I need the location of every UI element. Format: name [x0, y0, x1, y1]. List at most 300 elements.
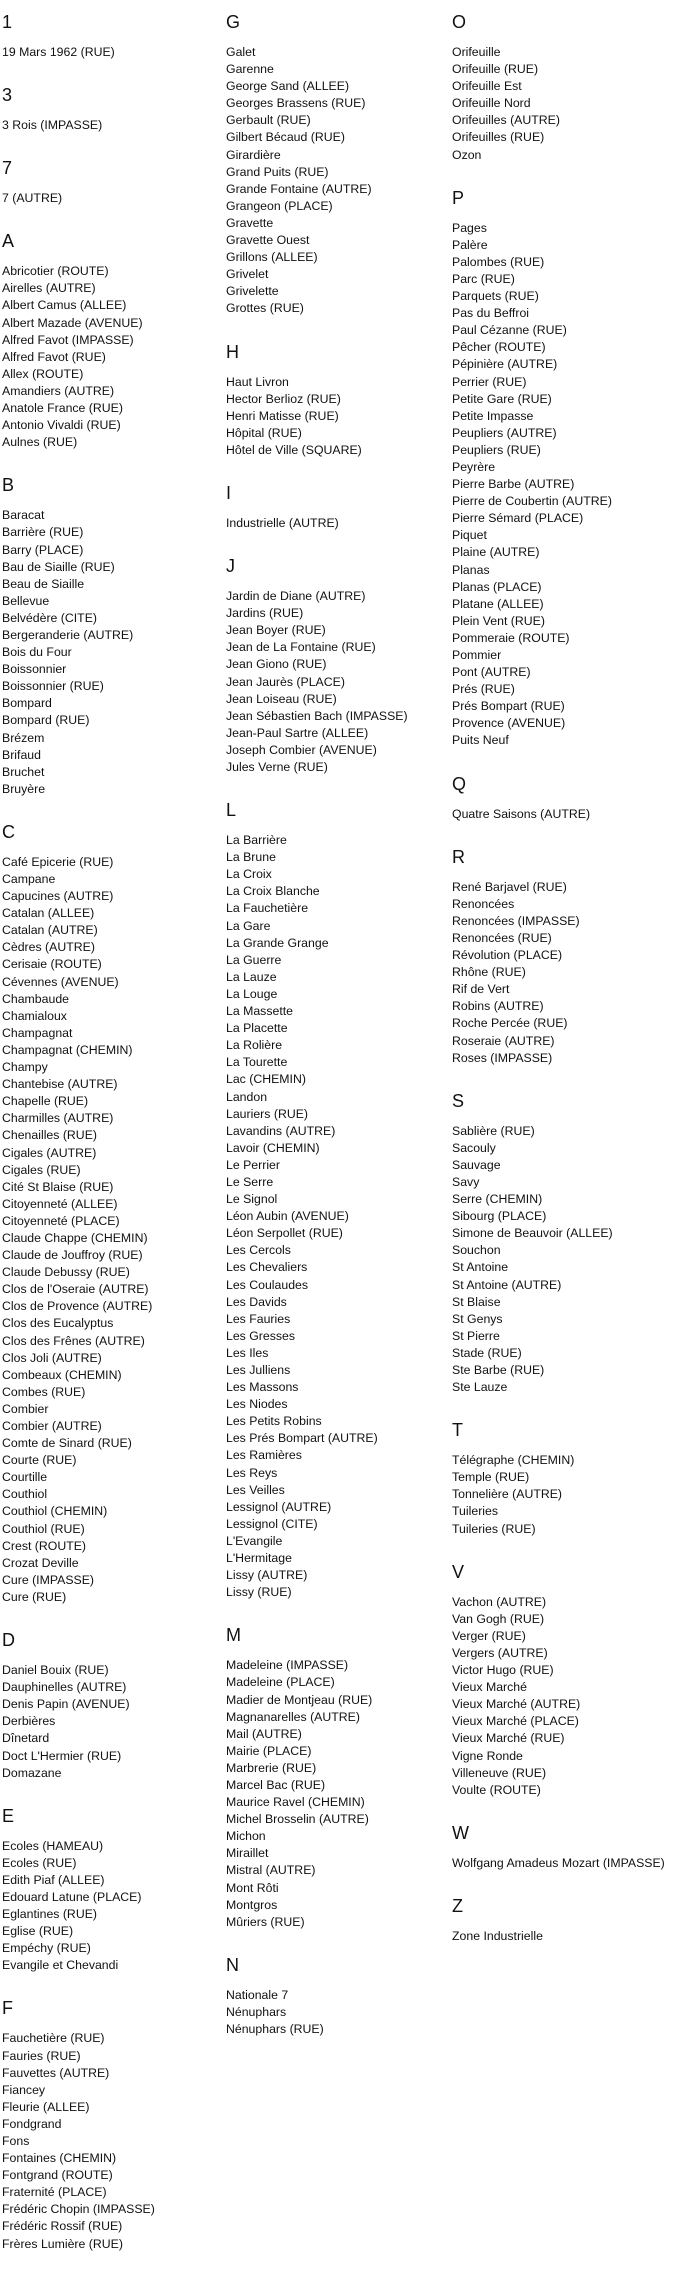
street-name: St Antoine [452, 1260, 509, 1275]
street-name: Clos des Eucalyptus [2, 1316, 114, 1331]
street-name: La Barrière [226, 833, 287, 848]
street-name: Plaine (AUTRE) [452, 545, 540, 560]
street-name: Jean de La Fontaine (RUE) [226, 640, 376, 655]
street-name: Pierre de Coubertin (AUTRE) [452, 494, 612, 509]
street-name: Mistral (AUTRE) [226, 1863, 316, 1878]
street-name: Victor Hugo (RUE) [452, 1663, 554, 1678]
street-name: Plein Vent (RUE) [452, 613, 545, 628]
street-name: Eglantines (RUE) [2, 1907, 97, 1922]
street-name: Couthiol [2, 1487, 48, 1502]
street-name: La Placette [226, 1021, 288, 1036]
street-name: Serre (CHEMIN) [452, 1192, 543, 1207]
street-list [226, 1657, 448, 1931]
street-list [226, 44, 448, 318]
street-name: Dauphinelles (AUTRE) [2, 1680, 127, 1695]
street-name: Clos des Frênes (AUTRE) [2, 1333, 145, 1348]
street-name: Courte (RUE) [2, 1453, 77, 1468]
street-name: Peyrère [452, 459, 496, 474]
street-name: Grottes (RUE) [226, 301, 304, 316]
street-name: Tuileries [452, 1504, 499, 1519]
street-name: Allex (ROUTE) [2, 366, 84, 381]
street-list [2, 190, 224, 207]
street-name: La Grande Grange [226, 935, 329, 950]
letter-section [226, 1953, 448, 2038]
section-letter-heading: J [226, 556, 235, 577]
street-name: Chambaude [2, 991, 69, 1006]
street-name: Clos de Provence (AUTRE) [2, 1299, 153, 1314]
section-letter-heading: S [452, 1090, 465, 1111]
street-name: St Blaise [452, 1294, 501, 1309]
street-name: Paul Cézanne (RUE) [452, 323, 567, 338]
street-name: Sablière (RUE) [452, 1123, 535, 1138]
street-list [2, 1662, 224, 1782]
street-name: Michon [226, 1829, 266, 1844]
street-name: Hôtel de Ville (SQUARE) [226, 442, 362, 457]
street-name: Gravette [226, 215, 274, 230]
street-name: Industrielle (AUTRE) [226, 515, 339, 530]
street-name: 3 Rois (IMPASSE) [2, 118, 103, 133]
street-name: Vigne Ronde [452, 1748, 523, 1763]
street-name: Combeaux (CHEMIN) [2, 1367, 122, 1382]
street-name: Simone de Beauvoir (ALLEE) [452, 1226, 613, 1241]
street-name: Roseraie (AUTRE) [452, 1033, 555, 1048]
street-name: Tonnelière (AUTRE) [452, 1487, 563, 1502]
street-name: Mail (AUTRE) [226, 1726, 302, 1741]
street-name: Cure (RUE) [2, 1589, 67, 1604]
street-name: Petite Impasse [452, 408, 534, 423]
street-name: Gravette Ouest [226, 233, 310, 248]
street-name: Ozon [452, 147, 482, 162]
street-name: Fondgrand [2, 2116, 62, 2131]
street-name: René Barjavel (RUE) [452, 879, 567, 894]
letter-section [452, 1560, 674, 1799]
street-name: Souchon [452, 1243, 501, 1258]
section-letter-heading: R [452, 846, 465, 867]
street-list [452, 220, 674, 750]
street-name: Renoncées (RUE) [452, 930, 552, 945]
street-name: Robins (AUTRE) [452, 999, 544, 1014]
street-name: Les Davids [226, 1294, 287, 1309]
street-name: Lauriers (RUE) [226, 1106, 308, 1121]
street-name: Léon Serpollet (RUE) [226, 1226, 343, 1241]
street-name: Haut Livron [226, 374, 289, 389]
street-name: Prés (RUE) [452, 682, 515, 697]
section-letter-heading: W [452, 1822, 469, 1843]
street-name: Vieux Marché (AUTRE) [452, 1697, 581, 1712]
street-name: Joseph Combier (AVENUE) [226, 742, 377, 757]
street-name: Peupliers (RUE) [452, 442, 541, 457]
street-name: Nénuphars (RUE) [226, 2022, 324, 2036]
street-name: Gilbert Bécaud (RUE) [226, 130, 345, 145]
street-name: Perrier (RUE) [452, 374, 527, 389]
street-name: Pommeraie (ROUTE) [452, 630, 570, 645]
letter-section [226, 340, 448, 459]
street-name: Claude Chappe (CHEMIN) [2, 1230, 148, 1245]
street-name: Quatre Saisons (AUTRE) [452, 806, 591, 821]
street-name: Bau de Siaille (RUE) [2, 559, 115, 574]
street-name: Le Perrier [226, 1157, 280, 1172]
street-name: Les Cercols [226, 1243, 291, 1258]
street-name: Vachon (AUTRE) [452, 1594, 547, 1609]
letter-section [2, 229, 224, 451]
street-name: Fraternité (PLACE) [2, 2185, 107, 2200]
street-name: Jardins (RUE) [226, 606, 304, 621]
street-name: Brifaud [2, 747, 41, 762]
street-name: Domazane [2, 1765, 62, 1780]
street-name: Chapelle (RUE) [2, 1094, 89, 1109]
section-letter-heading: O [452, 12, 467, 32]
street-name: Albert Mazade (AVENUE) [2, 315, 143, 330]
street-list [452, 806, 674, 823]
letter-section [2, 1804, 224, 1975]
street-name: Catalan (AUTRE) [2, 923, 98, 938]
street-name: Daniel Bouix (RUE) [2, 1663, 109, 1678]
street-name: Comte de Sinard (RUE) [2, 1436, 132, 1451]
street-name: Bois du Four [2, 645, 72, 660]
street-name: Clos Joli (AUTRE) [2, 1350, 102, 1365]
street-name: Frédéric Chopin (IMPASSE) [2, 2202, 155, 2217]
section-letter-heading: 1 [2, 12, 13, 32]
street-list [226, 374, 448, 459]
street-name: Jules Verne (RUE) [226, 760, 328, 774]
street-name: Grangeon (PLACE) [226, 198, 333, 213]
section-letter-heading: D [2, 1630, 15, 1651]
street-name: George Sand (ALLEE) [226, 79, 350, 94]
street-name: Platane (ALLEE) [452, 596, 544, 611]
street-name: Cerisaie (ROUTE) [2, 957, 102, 972]
street-name: Henri Matisse (RUE) [226, 408, 339, 423]
street-name: Parc (RUE) [452, 271, 515, 286]
section-letter-heading: T [452, 1420, 463, 1441]
street-name: Sibourg (PLACE) [452, 1209, 547, 1224]
street-name: Planas [452, 562, 490, 577]
street-name: Bompard [2, 696, 52, 711]
letter-section [452, 1821, 674, 1872]
street-name: Pommier [452, 648, 502, 662]
street-name: Lessignol (CITE) [226, 1516, 318, 1531]
street-name: Denis Papin (AVENUE) [2, 1697, 130, 1712]
street-name: Claude de Jouffroy (RUE) [2, 1248, 143, 1263]
letter-section [452, 1089, 674, 1397]
street-name: L'Hermitage [226, 1551, 292, 1566]
street-list [2, 117, 224, 134]
street-name: Les Prés Bompart (AUTRE) [226, 1431, 378, 1446]
street-list [2, 854, 224, 1606]
street-name: Petite Gare (RUE) [452, 391, 552, 406]
street-name: Bruchet [2, 764, 45, 779]
street-name: Cigales (RUE) [2, 1162, 81, 1177]
street-name: Marcel Bac (RUE) [226, 1777, 326, 1792]
street-list [226, 588, 448, 776]
street-name: Mûriers (RUE) [226, 1914, 305, 1929]
street-name: Orifeuille Nord [452, 96, 531, 111]
street-name: Amandiers (AUTRE) [2, 383, 115, 398]
street-name: Peupliers (AUTRE) [452, 425, 557, 440]
street-name: Léon Aubin (AVENUE) [226, 1209, 349, 1224]
street-name: Combes (RUE) [2, 1384, 86, 1399]
street-name: Edith Piaf (ALLEE) [2, 1872, 105, 1887]
street-name: Fleurie (ALLEE) [2, 2099, 90, 2114]
street-list [2, 263, 224, 451]
street-name: La Croix [226, 867, 272, 882]
street-name: Fauchetière (RUE) [2, 2031, 105, 2046]
street-name: Eglise (RUE) [2, 1924, 74, 1939]
street-name: Fontgrand (ROUTE) [2, 2168, 113, 2183]
street-name: Cité St Blaise (RUE) [2, 1179, 114, 1194]
street-name: Lissy (AUTRE) [226, 1568, 308, 1583]
street-name: Cigales (AUTRE) [2, 1145, 97, 1160]
street-name: Rhône (RUE) [452, 965, 526, 980]
street-name: Stade (RUE) [452, 1345, 522, 1360]
letter-section [452, 845, 674, 1067]
street-name: Frères Lumière (RUE) [2, 2236, 123, 2251]
street-list [226, 515, 448, 532]
street-name: Puits Neuf [452, 733, 509, 748]
street-name: Boissonnier (RUE) [2, 679, 104, 694]
street-name: La Croix Blanche [226, 884, 320, 899]
street-name: Couthiol (CHEMIN) [2, 1504, 108, 1519]
street-name: Girardière [226, 147, 281, 162]
street-name: Piquet [452, 528, 487, 543]
street-name: Pierre Barbe (AUTRE) [452, 477, 575, 492]
street-name: St Genys [452, 1311, 503, 1326]
street-name: Renoncées (IMPASSE) [452, 913, 580, 928]
letter-section [452, 186, 674, 750]
street-name: Vieux Marché (RUE) [452, 1731, 565, 1746]
street-name: Jean Sébastien Bach (IMPASSE) [226, 708, 408, 723]
street-name: Campane [2, 872, 56, 886]
street-name: Grande Fontaine (AUTRE) [226, 181, 372, 196]
street-name: Pages [452, 220, 487, 235]
street-name: Rif de Vert [452, 982, 510, 997]
street-name: Combier (AUTRE) [2, 1419, 102, 1433]
street-name: Pêcher (ROUTE) [452, 340, 546, 355]
street-name: Catalan (ALLEE) [2, 906, 95, 921]
letter-section [2, 1628, 224, 1782]
street-name: Claude Debussy (RUE) [2, 1265, 130, 1280]
street-name: Chantebise (AUTRE) [2, 1077, 118, 1092]
street-name: Barry (PLACE) [2, 542, 84, 557]
street-name: Grivelet [226, 267, 269, 282]
street-name: Citoyenneté (PLACE) [2, 1213, 120, 1228]
street-name: Marbrerie (RUE) [226, 1760, 317, 1775]
street-name: Champagnat (CHEMIN) [2, 1042, 133, 1057]
letter-section [226, 10, 448, 318]
street-name: Crozat Deville [2, 1555, 79, 1570]
street-name: Madeleine (IMPASSE) [226, 1658, 349, 1673]
street-name: Michel Brosselin (AUTRE) [226, 1812, 369, 1827]
street-name: Combier [2, 1401, 49, 1416]
street-name: Prés Bompart (RUE) [452, 699, 565, 714]
street-name: Pont (AUTRE) [452, 665, 531, 680]
street-name: Jean Giono (RUE) [226, 657, 327, 672]
street-name: Abricotier (ROUTE) [2, 264, 109, 279]
street-name: Les Fauries [226, 1311, 291, 1326]
street-name: Savy [452, 1174, 480, 1189]
street-name: Magnanarelles (AUTRE) [226, 1709, 360, 1724]
street-name: Orifeuille (RUE) [452, 62, 539, 77]
street-name: Jean Boyer (RUE) [226, 623, 326, 638]
street-list [452, 1855, 674, 1872]
section-letter-heading: F [2, 1998, 13, 2019]
street-name: Chenailles (RUE) [2, 1128, 97, 1143]
section-letter-heading: A [2, 231, 15, 252]
street-name: Cévennes (AVENUE) [2, 974, 119, 989]
street-name: Beau de Siaille [2, 576, 85, 591]
street-name: Alfred Favot (RUE) [2, 349, 106, 364]
street-name: La Louge [226, 986, 278, 1001]
street-name: Grillons (ALLEE) [226, 250, 318, 265]
street-name: Vieux Marché [452, 1680, 527, 1695]
street-name: Le Serre [226, 1174, 274, 1189]
street-name: Fontaines (CHEMIN) [2, 2151, 117, 2166]
street-list [226, 832, 448, 1601]
street-name: L'Evangile [226, 1533, 283, 1548]
street-name: Courtille [2, 1470, 48, 1485]
street-name: St Antoine (AUTRE) [452, 1277, 562, 1292]
street-name: Ecoles (HAMEAU) [2, 1838, 104, 1853]
street-name: Les Niodes [226, 1397, 288, 1412]
street-name: Galet [226, 45, 256, 59]
street-name: Belvédère (CITE) [2, 610, 97, 625]
street-name: Champy [2, 1060, 48, 1075]
street-name: Les Julliens [226, 1363, 291, 1377]
street-name: St Pierre [452, 1328, 500, 1343]
street-name: Madier de Montjeau (RUE) [226, 1692, 373, 1707]
street-name: Van Gogh (RUE) [452, 1611, 545, 1626]
street-name: Roche Percée (RUE) [452, 1016, 568, 1031]
street-name: Ecoles (RUE) [2, 1855, 77, 1870]
letter-section [2, 10, 224, 61]
street-name: Lavandins (AUTRE) [226, 1123, 336, 1138]
street-name: Airelles (AUTRE) [2, 281, 96, 296]
street-name: Les Veilles [226, 1482, 285, 1497]
street-name: Baracat [2, 508, 45, 523]
street-name: Les Chevaliers [226, 1260, 308, 1275]
street-name: Anatole France (RUE) [2, 401, 123, 416]
section-letter-heading: V [452, 1561, 465, 1582]
street-list [2, 507, 224, 798]
street-list [226, 1987, 448, 2038]
street-name: Bellevue [2, 593, 50, 608]
street-name: Provence (AVENUE) [452, 716, 566, 731]
section-letter-heading: G [226, 12, 241, 32]
street-name: Madeleine (PLACE) [226, 1675, 335, 1690]
street-name: Temple (RUE) [452, 1470, 530, 1485]
street-list [2, 44, 224, 61]
street-name: Boissonnier [2, 662, 67, 677]
street-name: La Brune [226, 850, 276, 865]
street-name: Montgros [226, 1897, 278, 1912]
street-name: Barrière (RUE) [2, 525, 84, 540]
street-name: Lavoir (CHEMIN) [226, 1140, 320, 1155]
street-name: La Gare [226, 918, 271, 933]
street-list [452, 879, 674, 1067]
street-name: Dînetard [2, 1731, 50, 1746]
street-list [452, 44, 674, 164]
street-name: Capucines (AUTRE) [2, 889, 114, 904]
street-name: Ste Barbe (RUE) [452, 1363, 545, 1377]
street-name: Nénuphars [226, 2004, 287, 2019]
street-name: Fiancey [2, 2082, 46, 2097]
street-list [452, 1452, 674, 1537]
street-name: Empéchy (RUE) [2, 1941, 91, 1956]
street-name: Gerbault (RUE) [226, 113, 311, 128]
street-name: Antonio Vivaldi (RUE) [2, 418, 121, 433]
street-name: Palère [452, 237, 488, 252]
street-name: Frédéric Rossif (RUE) [2, 2219, 123, 2234]
street-name: Hector Berlioz (RUE) [226, 391, 341, 406]
street-name: Brézem [2, 730, 45, 745]
street-name: Les Iles [226, 1345, 269, 1360]
street-name: Garenne [226, 62, 274, 77]
street-name: Télégraphe (CHEMIN) [452, 1453, 575, 1468]
street-name: Citoyenneté (ALLEE) [2, 1196, 118, 1211]
street-name: Mairie (PLACE) [226, 1743, 312, 1758]
street-name: Révolution (PLACE) [452, 948, 563, 963]
street-name: Lissy (RUE) [226, 1585, 292, 1600]
street-name: Roses (IMPASSE) [452, 1050, 553, 1065]
street-name: Les Ramières [226, 1448, 302, 1463]
street-list [452, 1594, 674, 1799]
section-letter-heading: M [226, 1625, 241, 1646]
letter-section [452, 10, 674, 164]
street-name: Orifeuilles (RUE) [452, 130, 545, 145]
street-name: Planas (PLACE) [452, 579, 542, 594]
street-name: Grand Puits (RUE) [226, 164, 329, 179]
street-name: Vieux Marché (PLACE) [452, 1714, 579, 1729]
street-name: Albert Camus (ALLEE) [2, 298, 127, 313]
street-name: Edouard Latune (PLACE) [2, 1889, 142, 1904]
street-name: Orifeuilles (AUTRE) [452, 113, 560, 128]
street-name: Nationale 7 [226, 1987, 289, 2002]
street-name: Villeneuve (RUE) [452, 1765, 547, 1780]
street-name: Jean Jaurès (PLACE) [226, 674, 345, 689]
street-name: Wolfgang Amadeus Mozart (IMPASSE) [452, 1855, 665, 1870]
street-name: Evangile et Chevandi [2, 1958, 119, 1973]
street-name: Café Epicerie (RUE) [2, 854, 114, 869]
street-name: Crest (ROUTE) [2, 1538, 87, 1553]
street-list [452, 1123, 674, 1397]
letter-section [452, 772, 674, 823]
street-name: Bruyère [2, 781, 46, 796]
street-name: Les Coulaudes [226, 1277, 309, 1292]
section-letter-heading: Q [452, 773, 467, 794]
street-name: Verger (RUE) [452, 1628, 526, 1643]
street-list [2, 1838, 224, 1975]
section-letter-heading: H [226, 341, 239, 362]
street-name: La Lauze [226, 969, 277, 984]
street-name: Le Signol [226, 1192, 278, 1207]
street-name: Jean Loiseau (RUE) [226, 691, 337, 706]
letter-section [2, 1996, 224, 2252]
street-name: Jardin de Diane (AUTRE) [226, 589, 366, 604]
letter-section [452, 1894, 674, 1945]
section-letter-heading: I [226, 482, 232, 503]
street-name: Mont Rôti [226, 1880, 279, 1895]
letter-section [452, 1418, 674, 1537]
street-name: Miraillet [226, 1846, 269, 1861]
section-letter-heading: L [226, 800, 237, 821]
street-name: Sauvage [452, 1157, 501, 1172]
letter-section [2, 83, 224, 134]
section-letter-heading: 3 [2, 85, 13, 106]
letter-section [226, 554, 448, 776]
letter-section [226, 481, 448, 532]
street-name: Zone Industrielle [452, 1928, 543, 1943]
street-name: Georges Brassens (RUE) [226, 96, 366, 111]
letter-section [2, 820, 224, 1606]
